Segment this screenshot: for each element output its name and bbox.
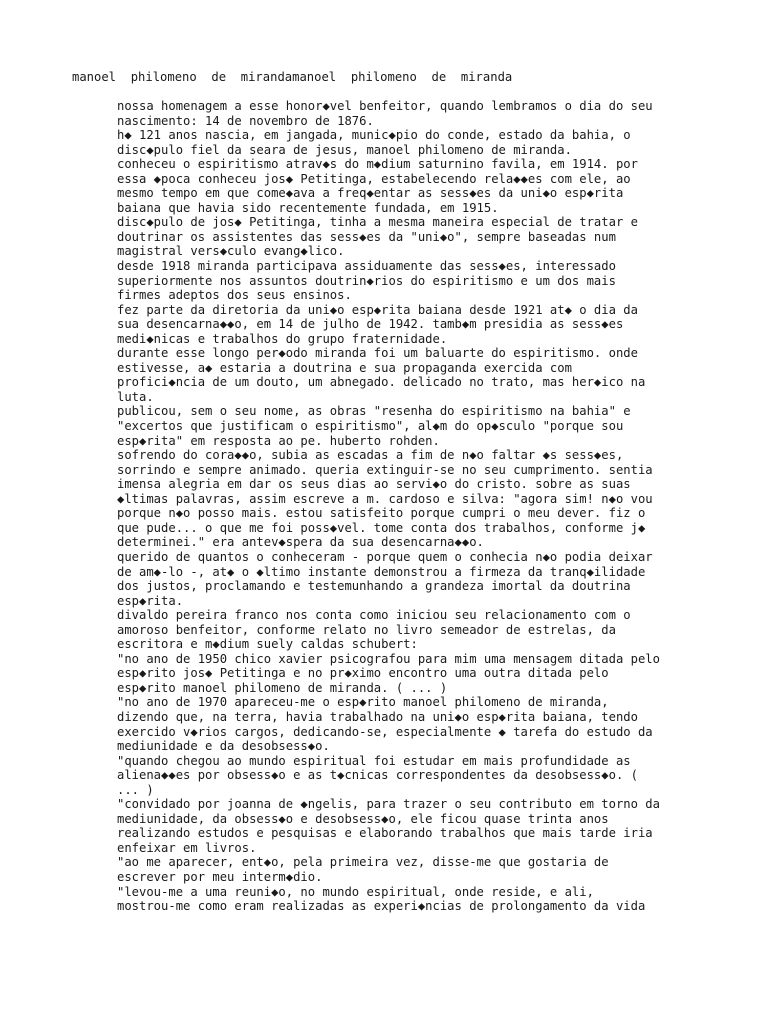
text-line: luta. bbox=[117, 389, 154, 404]
text-line: h◆ 121 anos nascia, em jangada, munic◆pio do conde, estado da bahia, o bbox=[117, 128, 631, 143]
text-line: "quando chegou ao mundo espiritual foi estudar em mais profundidade as bbox=[117, 753, 631, 768]
text-line: determinei." era antev◆spera da sua desencarna◆◆o. bbox=[117, 535, 484, 550]
text-line: sua desencarna◆◆o, em 14 de julho de 1942. tamb◆m presidia as sess◆es bbox=[117, 317, 624, 332]
text-line: fez parte da diretoria da uni◆o esp◆rita baiana desde 1921 at◆ o dia da bbox=[117, 302, 638, 317]
text-line: nossa homenagem a esse honor◆vel benfeitor, quando lembramos o dia do seu bbox=[117, 99, 653, 113]
text-line: "excertos que justificam o espiritismo", al◆m do op◆sculo "porque sou bbox=[117, 419, 624, 434]
text-line: "levou-me a uma reuni◆o, no mundo espiritual, onde reside, e ali, bbox=[117, 884, 594, 899]
text-line: superiormente nos assuntos doutrin◆rios do espiritismo e um dos mais bbox=[117, 273, 616, 288]
text-line: sorrindo e sempre animado. queria extinguir-se no seu cumprimento. sentia bbox=[117, 462, 653, 477]
text-line: firmes adeptos dos seus ensinos. bbox=[117, 288, 352, 303]
text-line: desde 1918 miranda participava assiduamente das sess◆es, interessado bbox=[117, 259, 616, 274]
text-line: medi◆nicas e trabalhos do grupo fraternidade. bbox=[117, 331, 448, 346]
text-line: esp◆rito jos◆ Petitinga e no pr◆ximo encontro uma outra ditada pelo bbox=[117, 666, 609, 681]
text-line: mediunidade, da obsess◆o e desobsess◆o, ele ficou quase trinta anos bbox=[117, 811, 609, 826]
document-body bbox=[117, 99, 757, 914]
text-line: de am◆-lo -, at◆ o ◆ltimo instante demonstrou a firmeza da tranq◆ilidade bbox=[117, 564, 646, 579]
text-line: querido de quantos o conheceram - porque quem o conhecia n◆o podia deixar bbox=[117, 549, 653, 564]
text-line: amoroso benfeitor, conforme relato no livro semeador de estrelas, da bbox=[117, 622, 616, 637]
text-line: mostrou-me como eram realizadas as experi◆ncias de prolongamento da vida bbox=[117, 899, 646, 914]
text-line: realizando estudos e pesquisas e elaborando trabalhos que mais tarde iria bbox=[117, 826, 653, 841]
text-line: esp◆rito manoel philomeno de miranda. ( ... ) bbox=[117, 680, 448, 695]
text-line: essa ◆poca conheceu jos◆ Petitinga, estabelecendo rela◆◆es com ele, ao bbox=[117, 171, 631, 186]
text-line: porque n◆o posso mais. estou satisfeito porque cumpri o meu dever. fiz o bbox=[117, 506, 646, 521]
text-line: "ao me aparecer, ent◆o, pela primeira vez, disse-me que gostaria de bbox=[117, 855, 609, 870]
text-line: divaldo pereira franco nos conta como iniciou seu relacionamento com o bbox=[117, 608, 631, 623]
text-line: nascimento: 14 de novembro de 1876. bbox=[117, 113, 374, 128]
text-line: doutrinar os assistentes das sess◆es da "uni◆o", sempre baseadas num bbox=[117, 229, 616, 244]
text-line: ◆ltimas palavras, assim escreve a m. cardoso e silva: "agora sim! n◆o vou bbox=[117, 491, 653, 506]
text-line: ... ) bbox=[117, 782, 154, 797]
text-line: exercido v◆rios cargos, dedicando-se, especialmente ◆ tarefa do estudo da bbox=[117, 724, 653, 739]
text-line: aliena◆◆es por obsess◆o e as t◆cnicas correspondentes da desobsess◆o. ( bbox=[117, 768, 638, 783]
text-line: baiana que havia sido recentemente fundada, em 1915. bbox=[117, 200, 499, 215]
text-line: "convidado por joanna de ◆ngelis, para trazer o seu contributo em torno da bbox=[117, 797, 660, 812]
text-line: escrever por meu interm◆dio. bbox=[117, 869, 323, 884]
text-line: sofrendo do cora◆◆o, subia as escadas a fim de n◆o faltar ◆s sess◆es, bbox=[117, 448, 624, 463]
text-line: mesmo tempo em que come◆ava a freq◆entar as sess◆es da uni◆o esp◆rita bbox=[117, 186, 624, 201]
text-line: durante esse longo per◆odo miranda foi um baluarte do espiritismo. onde bbox=[117, 346, 638, 361]
text-line: "no ano de 1970 apareceu-me o esp◆rito manoel philomeno de miranda, bbox=[117, 695, 609, 710]
text-line: mediunidade e da desobsess◆o. bbox=[117, 739, 330, 754]
text-line: escritora e m◆dium suely caldas schubert: bbox=[117, 637, 418, 652]
text-line: conheceu o espiritismo atrav◆s do m◆dium saturnino favila, em 1914. por bbox=[117, 157, 638, 172]
text-line: enfeixar em livros. bbox=[117, 840, 257, 855]
text-line: dos justos, proclamando e testemunhando a grandeza imortal da doutrina bbox=[117, 579, 631, 594]
text-line: magistral vers◆culo evang◆lico. bbox=[117, 244, 345, 259]
text-line: "no ano de 1950 chico xavier psicografou para mim uma mensagem ditada pelo bbox=[117, 651, 660, 666]
text-line: esp◆rita. bbox=[117, 593, 184, 608]
text-line: imensa alegria em dar os seus dias ao servi◆o do cristo. sobre as suas bbox=[117, 477, 631, 492]
text-line: disc◆pulo de jos◆ Petitinga, tinha a mesma maneira especial de tratar e bbox=[117, 215, 638, 230]
text-line: disc◆pulo fiel da seara de jesus, manoel philomeno de miranda. bbox=[117, 142, 572, 157]
text-line: que pude... o que me foi poss◆vel. tome conta dos trabalhos, conforme j◆ bbox=[117, 520, 646, 535]
text-line: esp◆rita" em resposta ao pe. huberto rohden. bbox=[117, 433, 440, 448]
text-line: estivesse, a◆ estaria a doutrina e sua propaganda exercida com bbox=[117, 360, 572, 375]
text-line: dizendo que, na terra, havia trabalhado na uni◆o esp◆rita baiana, tendo bbox=[117, 709, 638, 724]
text-line: publicou, sem o seu nome, as obras "resenha do espiritismo na bahia" e bbox=[117, 404, 631, 419]
text-line: profici◆ncia de um douto, um abnegado. delicado no trato, mas her◆ico na bbox=[117, 375, 646, 390]
document-title: manoel philomeno de mirandamanoel philomeno de miranda bbox=[72, 70, 513, 84]
